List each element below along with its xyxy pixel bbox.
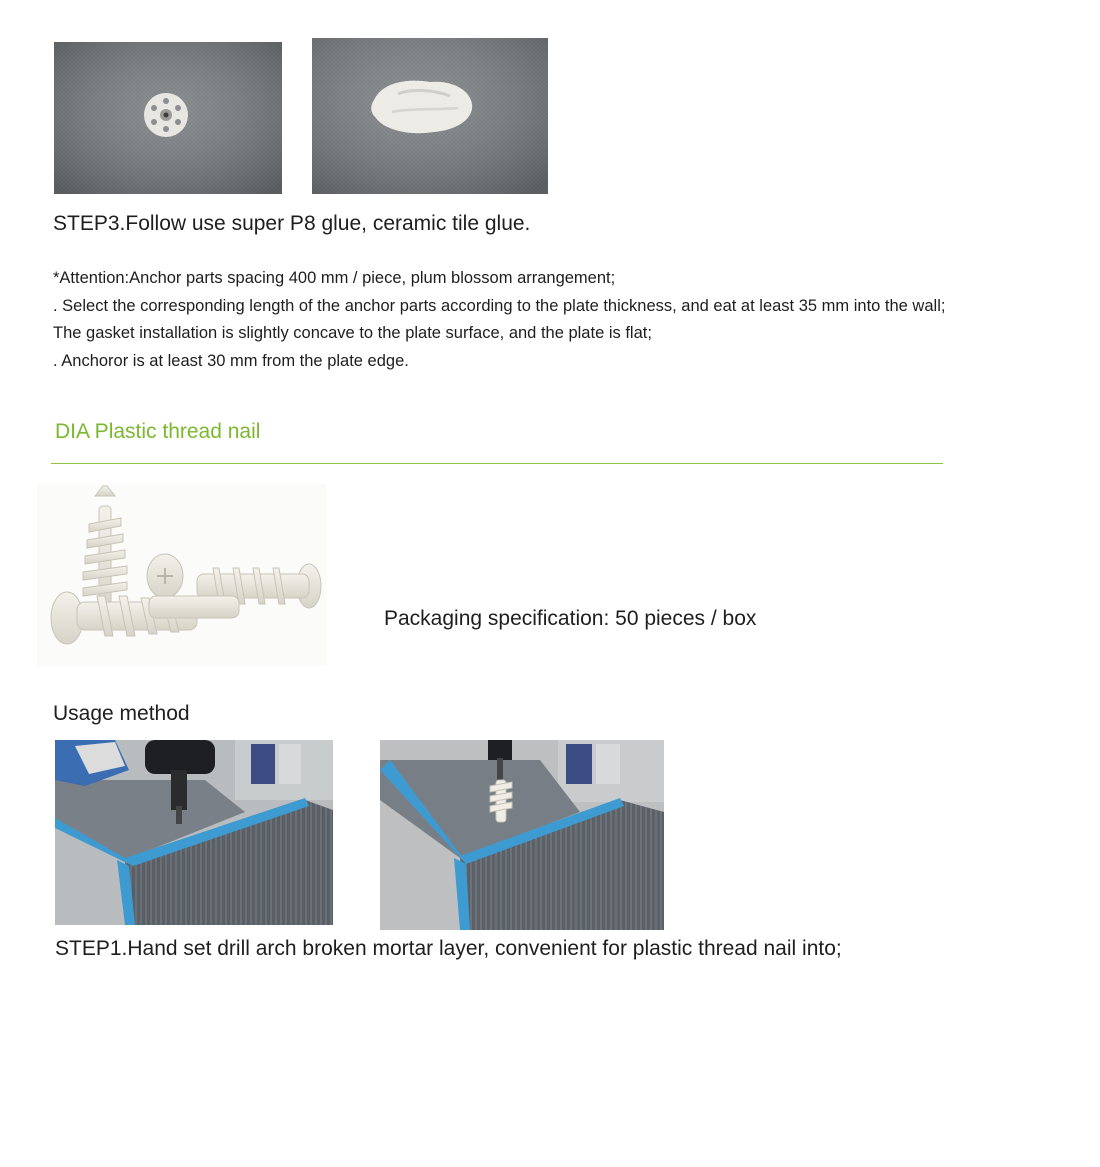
section-divider <box>51 463 943 464</box>
attention-line: The gasket installation is slightly concave to the plate surface, and the plate is flat; <box>53 324 652 342</box>
attention-notes <box>53 265 945 375</box>
screwing-nail-photo <box>380 740 664 930</box>
drilling-board-photo <box>55 740 333 925</box>
section-title: DIA Plastic thread nail <box>55 420 261 443</box>
plastic-thread-nails-photo <box>37 484 327 666</box>
board-with-glue-photo <box>312 38 548 194</box>
attention-line: *Attention:Anchor parts spacing 400 mm / piece, plum blossom arrangement; <box>53 269 616 287</box>
attention-line: . Select the corresponding length of the anchor parts according to the plate thickness, and eat at least 35 mm into the wall; <box>53 296 946 315</box>
packaging-spec: Packaging specification: 50 pieces / box <box>384 607 757 630</box>
step1-caption: STEP1.Hand set drill arch broken mortar layer, convenient for plastic thread nail into; <box>55 937 842 960</box>
board-with-anchor-photo <box>54 42 282 194</box>
usage-method-heading: Usage method <box>53 702 190 725</box>
attention-line: . Anchoror is at least 30 mm from the plate edge. <box>53 351 409 370</box>
step3-caption: STEP3.Follow use super P8 glue, ceramic tile glue. <box>53 212 531 235</box>
